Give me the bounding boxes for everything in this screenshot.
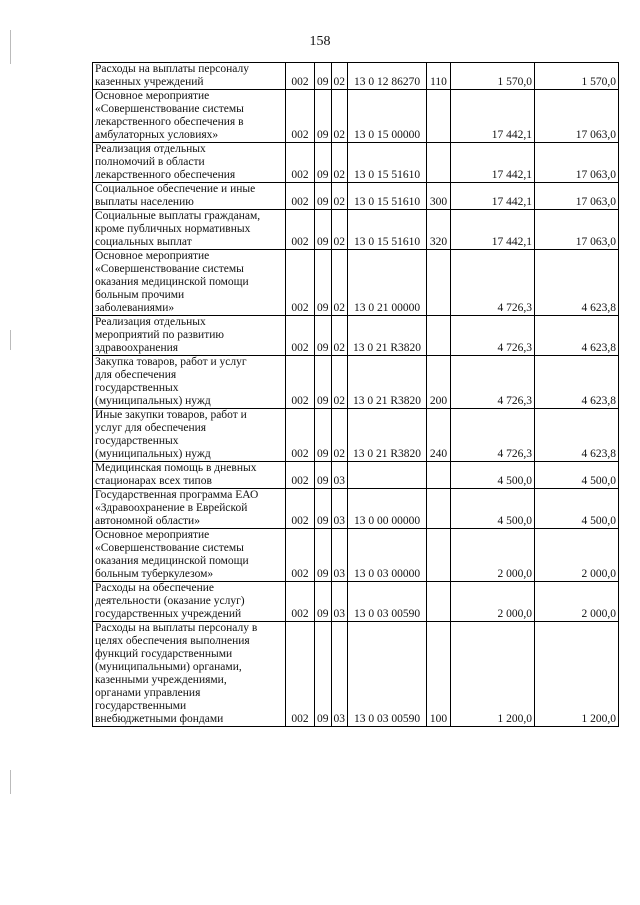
subsection-code-cell: 02	[331, 316, 348, 356]
row-name-line: государственных	[95, 435, 179, 447]
ministry-code-cell: 002	[286, 250, 315, 316]
row-name-line: целях обеспечения выполнения	[95, 635, 250, 647]
sum-year2-cell: 4 623,8	[535, 316, 619, 356]
row-name-line: «Совершенствование системы	[95, 263, 244, 275]
row-name-line: «Совершенствование системы	[95, 542, 244, 554]
expense-type-cell	[427, 582, 451, 622]
table-row	[93, 63, 619, 90]
sum-year1-cell: 1 200,0	[451, 622, 535, 727]
row-name-line: здравоохранения	[95, 342, 179, 354]
target-article-cell: 13 0 03 00590	[348, 622, 427, 727]
sum-year2-cell: 1 200,0	[535, 622, 619, 727]
row-name-line: (муниципальных) нужд	[95, 395, 211, 407]
section-code-cell: 09	[315, 489, 332, 529]
sum-year2-cell: 17 063,0	[535, 210, 619, 250]
sum-year1-cell: 4 726,3	[451, 356, 535, 409]
target-article-cell: 13 0 15 00000	[348, 90, 427, 143]
row-name-line: мероприятий по развитию	[95, 329, 224, 341]
section-code-cell: 09	[315, 409, 332, 462]
sum-year2-cell: 17 063,0	[535, 90, 619, 143]
target-article-cell: 13 0 03 00000	[348, 529, 427, 582]
subsection-code-cell: 03	[331, 622, 348, 727]
subsection-code-cell: 02	[331, 210, 348, 250]
ministry-code-cell: 002	[286, 582, 315, 622]
row-name-line: Реализация отдельных	[95, 316, 206, 328]
budget-table-body	[93, 63, 619, 727]
row-name-line: стационарах всех типов	[95, 475, 212, 487]
row-name-line: внебюджетными фондами	[95, 713, 224, 725]
row-name-line: больным прочими	[95, 289, 185, 301]
row-name-cell	[93, 63, 286, 90]
ministry-code-cell: 002	[286, 210, 315, 250]
section-code-cell: 09	[315, 90, 332, 143]
section-code-cell: 09	[315, 622, 332, 727]
row-name-line: Основное мероприятие	[95, 529, 210, 541]
target-article-cell: 13 0 21 R3820	[348, 356, 427, 409]
row-name-line: казенными учреждениями,	[95, 674, 227, 686]
row-name-line: деятельности (оказание услуг)	[95, 595, 245, 607]
sum-year1-cell: 17 442,1	[451, 210, 535, 250]
table-row	[93, 90, 619, 143]
row-name-line: (муниципальных) нужд	[95, 448, 211, 460]
row-name-line: Социальные выплаты гражданам,	[95, 210, 261, 222]
row-name-line: Закупка товаров, работ и услуг	[95, 356, 247, 368]
row-name-cell	[93, 356, 286, 409]
section-code-cell: 09	[315, 316, 332, 356]
subsection-code-cell: 02	[331, 63, 348, 90]
ministry-code-cell: 002	[286, 462, 315, 489]
subsection-code-cell: 02	[331, 409, 348, 462]
row-name-line: лекарственного обеспечения	[95, 169, 236, 181]
sum-year2-cell: 2 000,0	[535, 582, 619, 622]
section-code-cell: 09	[315, 210, 332, 250]
row-name-line: Иные закупки товаров, работ и	[95, 409, 247, 421]
row-name-line: Основное мероприятие	[95, 250, 210, 262]
row-name-line: больным туберкулезом»	[95, 568, 214, 580]
row-name-line: Расходы на выплаты персоналу	[95, 63, 249, 75]
table-row	[93, 462, 619, 489]
sum-year1-cell: 2 000,0	[451, 529, 535, 582]
table-row	[93, 143, 619, 183]
target-article-cell: 13 0 21 R3820	[348, 316, 427, 356]
sum-year2-cell: 4 500,0	[535, 462, 619, 489]
page-number: 158	[309, 34, 331, 49]
sum-year2-cell: 4 623,8	[535, 356, 619, 409]
row-name-line: государственных	[95, 382, 179, 394]
row-name-line: государственных учреждений	[95, 608, 242, 620]
row-name-cell	[93, 529, 286, 582]
expense-type-cell	[427, 143, 451, 183]
subsection-code-cell: 03	[331, 529, 348, 582]
ministry-code-cell: 002	[286, 622, 315, 727]
sum-year1-cell: 17 442,1	[451, 90, 535, 143]
table-row	[93, 250, 619, 316]
section-code-cell: 09	[315, 582, 332, 622]
section-code-cell: 09	[315, 143, 332, 183]
row-name-cell	[93, 250, 286, 316]
table-row	[93, 582, 619, 622]
expense-type-cell: 240	[427, 409, 451, 462]
target-article-cell: 13 0 21 R3820	[348, 409, 427, 462]
row-name-line: Реализация отдельных	[95, 143, 206, 155]
subsection-code-cell: 03	[331, 489, 348, 529]
expense-type-cell	[427, 250, 451, 316]
section-code-cell: 09	[315, 63, 332, 90]
row-name-cell	[93, 90, 286, 143]
expense-type-cell	[427, 462, 451, 489]
section-code-cell: 09	[315, 250, 332, 316]
expense-type-cell: 320	[427, 210, 451, 250]
row-name-line: Расходы на обеспечение	[95, 582, 214, 594]
table-row	[93, 489, 619, 529]
section-code-cell: 09	[315, 462, 332, 489]
row-name-line: Медицинская помощь в дневных	[95, 462, 257, 474]
table-row	[93, 210, 619, 250]
sum-year1-cell: 1 570,0	[451, 63, 535, 90]
row-name-cell	[93, 409, 286, 462]
row-name-cell	[93, 183, 286, 210]
expense-type-cell	[427, 316, 451, 356]
ministry-code-cell: 002	[286, 143, 315, 183]
ministry-code-cell: 002	[286, 63, 315, 90]
sum-year1-cell: 17 442,1	[451, 183, 535, 210]
sum-year1-cell: 4 500,0	[451, 462, 535, 489]
budget-table	[92, 62, 619, 727]
target-article-cell: 13 0 12 86270	[348, 63, 427, 90]
row-name-cell	[93, 582, 286, 622]
sum-year1-cell: 4 500,0	[451, 489, 535, 529]
table-row	[93, 622, 619, 727]
subsection-code-cell: 02	[331, 143, 348, 183]
row-name-cell	[93, 489, 286, 529]
row-name-line: социальных выплат	[95, 236, 192, 248]
ministry-code-cell: 002	[286, 90, 315, 143]
sum-year1-cell: 4 726,3	[451, 316, 535, 356]
row-name-cell	[93, 316, 286, 356]
row-name-line: Расходы на выплаты персоналу в	[95, 622, 258, 634]
row-name-line: автономной области»	[95, 515, 200, 527]
sum-year2-cell: 4 500,0	[535, 489, 619, 529]
sum-year2-cell: 4 623,8	[535, 409, 619, 462]
ministry-code-cell: 002	[286, 489, 315, 529]
ministry-code-cell: 002	[286, 356, 315, 409]
row-name-line: заболеваниями»	[95, 302, 175, 314]
sum-year1-cell: 17 442,1	[451, 143, 535, 183]
table-row	[93, 409, 619, 462]
row-name-line: кроме публичных нормативных	[95, 223, 251, 235]
sum-year1-cell: 4 726,3	[451, 409, 535, 462]
table-row	[93, 356, 619, 409]
target-article-cell: 13 0 00 00000	[348, 489, 427, 529]
scan-edge-marks	[4, 0, 20, 905]
row-name-line: полномочий в области	[95, 156, 205, 168]
row-name-line: Социальное обеспечение и иные	[95, 183, 256, 195]
sum-year2-cell: 17 063,0	[535, 143, 619, 183]
subsection-code-cell: 03	[331, 582, 348, 622]
subsection-code-cell: 02	[331, 356, 348, 409]
table-row	[93, 529, 619, 582]
expense-type-cell: 300	[427, 183, 451, 210]
expense-type-cell	[427, 529, 451, 582]
row-name-cell	[93, 622, 286, 727]
row-name-line: лекарственного обеспечения в	[95, 116, 244, 128]
expense-type-cell: 100	[427, 622, 451, 727]
row-name-cell	[93, 210, 286, 250]
target-article-cell	[348, 462, 427, 489]
ministry-code-cell: 002	[286, 529, 315, 582]
row-name-line: выплаты населению	[95, 196, 194, 208]
sum-year1-cell: 4 726,3	[451, 250, 535, 316]
sum-year2-cell: 2 000,0	[535, 529, 619, 582]
target-article-cell: 13 0 15 51610	[348, 183, 427, 210]
row-name-cell	[93, 462, 286, 489]
row-name-line: оказания медицинской помощи	[95, 276, 249, 288]
target-article-cell: 13 0 03 00590	[348, 582, 427, 622]
row-name-line: государственными	[95, 700, 187, 712]
row-name-line: «Здравоохранение в Еврейской	[95, 502, 248, 514]
ministry-code-cell: 002	[286, 316, 315, 356]
sum-year1-cell: 2 000,0	[451, 582, 535, 622]
ministry-code-cell: 002	[286, 409, 315, 462]
table-row	[93, 316, 619, 356]
row-name-line: «Совершенствование системы	[95, 103, 244, 115]
row-name-line: Государственная программа ЕАО	[95, 489, 259, 501]
subsection-code-cell: 03	[331, 462, 348, 489]
section-code-cell: 09	[315, 183, 332, 210]
row-name-line: казенных учреждений	[95, 76, 204, 88]
row-name-line: амбулаторных условиях»	[95, 129, 219, 141]
section-code-cell: 09	[315, 356, 332, 409]
subsection-code-cell: 02	[331, 250, 348, 316]
expense-type-cell: 110	[427, 63, 451, 90]
table-row	[93, 183, 619, 210]
subsection-code-cell: 02	[331, 183, 348, 210]
sum-year2-cell: 4 623,8	[535, 250, 619, 316]
sum-year2-cell: 17 063,0	[535, 183, 619, 210]
target-article-cell: 13 0 15 51610	[348, 143, 427, 183]
row-name-line: оказания медицинской помощи	[95, 555, 249, 567]
sum-year2-cell: 1 570,0	[535, 63, 619, 90]
section-code-cell: 09	[315, 529, 332, 582]
ministry-code-cell: 002	[286, 183, 315, 210]
row-name-line: (муниципальными) органами,	[95, 661, 242, 673]
expense-type-cell: 200	[427, 356, 451, 409]
expense-type-cell	[427, 90, 451, 143]
subsection-code-cell: 02	[331, 90, 348, 143]
row-name-line: функций государственными	[95, 648, 233, 660]
row-name-cell	[93, 143, 286, 183]
row-name-line: органами управления	[95, 687, 201, 699]
row-name-line: для обеспечения	[95, 369, 177, 381]
expense-type-cell	[427, 489, 451, 529]
target-article-cell: 13 0 15 51610	[348, 210, 427, 250]
target-article-cell: 13 0 21 00000	[348, 250, 427, 316]
row-name-line: услуг для обеспечения	[95, 422, 207, 434]
row-name-line: Основное мероприятие	[95, 90, 210, 102]
